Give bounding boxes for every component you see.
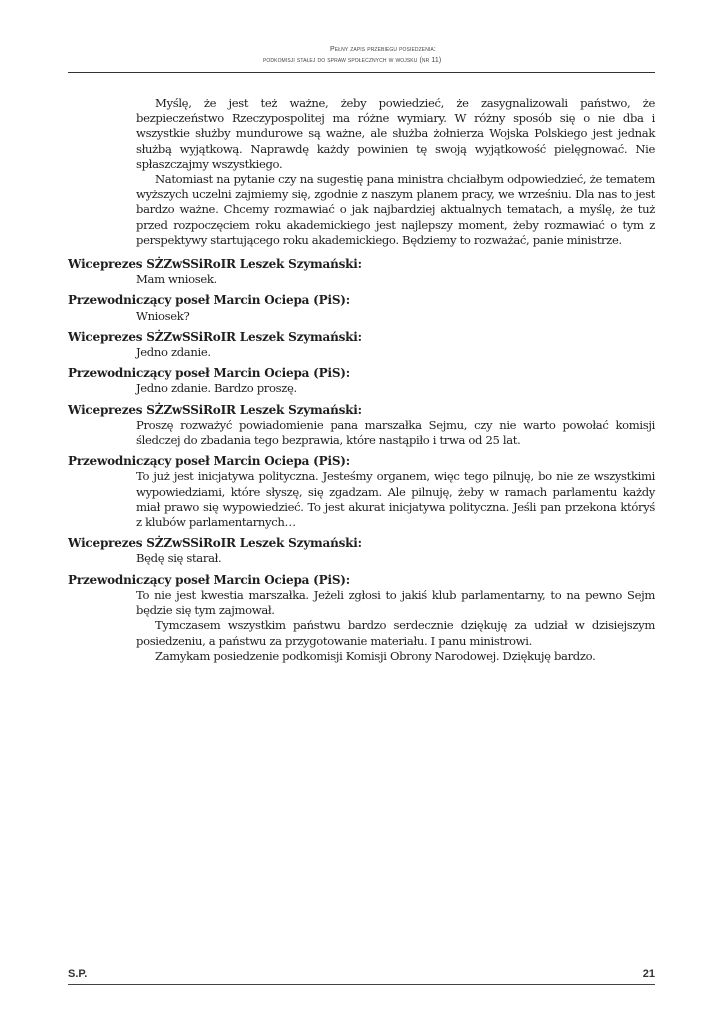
speech bbox=[136, 309, 655, 324]
speaker-label: Wiceprezes SŻZwSSiRoIR Leszek Szymański: bbox=[68, 536, 362, 551]
speaker-label: Wiceprezes SŻZwSSiRoIR Leszek Szymański: bbox=[68, 257, 362, 272]
exchange bbox=[68, 257, 655, 287]
header-rule bbox=[68, 72, 655, 73]
exchange bbox=[68, 454, 655, 530]
speech bbox=[136, 418, 655, 448]
speech bbox=[136, 588, 655, 664]
speaker-label: Przewodniczący poseł Marcin Ociepa (PiS): bbox=[68, 454, 351, 469]
exchange bbox=[68, 573, 655, 664]
speaker-label: Przewodniczący poseł Marcin Ociepa (PiS): bbox=[68, 293, 351, 308]
paragraph: Myślę, że jest też ważne, żeby powiedzieć, że zasygnalizowali państwo, że bezpieczeństwo Rzeczypospolitej ma różne wymiary. W różny sposób się o nie dba i wszystkie służby mundurowe są ważne, ale służba żołnierza Wojska Polskiego jest jednak służbą wyjątkową. Naprawdę każdy powinien tę swoją wyjątkowość pielęgnować. Nie spłaszczajmy wszystkiego. bbox=[136, 96, 655, 171]
paragraph: Będę się starał. bbox=[136, 551, 222, 566]
speaker-label: Wiceprezes SŻZwSSiRoIR Leszek Szymański: bbox=[68, 402, 362, 417]
paragraph: To już jest inicjatywa polityczna. Jesteśmy organem, więc tego pilnuję, bo nie ze wszystkimi wypowiedziami, które słyszę, się zgadzam. Ale pilnuję, żeby w ramach parlamentu każdy miał prawo się wypowiedzieć. To jest akurat inicjatywa polityczna. Jeśli pan przekona któryś z klubów parlamentarnych… bbox=[136, 469, 655, 530]
exchange bbox=[68, 403, 655, 449]
header-line-2: podkomisji stałej do spraw społecznych w wojsku (nr 11) bbox=[263, 57, 442, 64]
intro-block bbox=[136, 96, 655, 248]
exchange bbox=[68, 293, 655, 323]
paragraph: Jedno zdanie. Bardzo proszę. bbox=[136, 381, 297, 396]
footer-rule bbox=[68, 984, 655, 985]
speech bbox=[136, 345, 655, 360]
exchange bbox=[68, 536, 655, 566]
paragraph: Jedno zdanie. bbox=[136, 345, 211, 360]
header-line-1: Pełny zapis przebiegu posiedzenia: bbox=[330, 46, 436, 53]
exchange bbox=[68, 366, 655, 396]
paragraph: To nie jest kwestia marszałka. Jeżeli zgłosi to jakiś klub parlamentarny, to na pewno Sejm będzie się tym zajmował. bbox=[136, 587, 655, 618]
footer-initials: S.P. bbox=[68, 968, 88, 980]
speech bbox=[136, 469, 655, 530]
paragraph: Natomiast na pytanie czy na sugestię pana ministra chciałbym odpowiedzieć, że tematem wyższych uczelni zajmiemy się, zgodnie z naszym planem pracy, we wrześniu. Dla nas to jest bardzo ważne. Chcemy rozmawiać o jak najbardziej aktualnych tematach, a myślę, że tuż przed rozpoczęciem roku akademickiego jest najlepszy moment, żeby rozmawiać o tym z perspektywy startującego roku akademickiego. Będziemy to rozważać, panie ministrze. bbox=[136, 172, 655, 247]
speech bbox=[136, 272, 655, 287]
page-number: 21 bbox=[642, 968, 655, 980]
speaker-label: Przewodniczący poseł Marcin Ociepa (PiS): bbox=[68, 572, 351, 587]
exchange bbox=[68, 330, 655, 360]
paragraph: Tymczasem wszystkim państwu bardzo serdecznie dziękuję za udział w dzisiejszym posiedzeniu, a państwu za przygotowanie materiału. I panu ministrowi. bbox=[136, 618, 655, 648]
speaker-label: Wiceprezes SŻZwSSiRoIR Leszek Szymański: bbox=[68, 329, 362, 344]
document-body bbox=[68, 96, 655, 664]
paragraph: Mam wniosek. bbox=[136, 272, 217, 287]
speaker-label: Przewodniczący poseł Marcin Ociepa (PiS): bbox=[68, 366, 351, 381]
speech bbox=[136, 381, 655, 396]
paragraph: Wniosek? bbox=[136, 308, 190, 323]
speech bbox=[136, 551, 655, 566]
paragraph: Proszę rozważyć powiadomienie pana marszałka Sejmu, czy nie warto powołać komisji śledczej do zbadania tego bezprawia, które nastąpiło i trwa od 25 lat. bbox=[136, 417, 655, 448]
paragraph: Zamykam posiedzenie podkomisji Komisji Obrony Narodowej. Dziękuję bardzo. bbox=[155, 648, 596, 663]
